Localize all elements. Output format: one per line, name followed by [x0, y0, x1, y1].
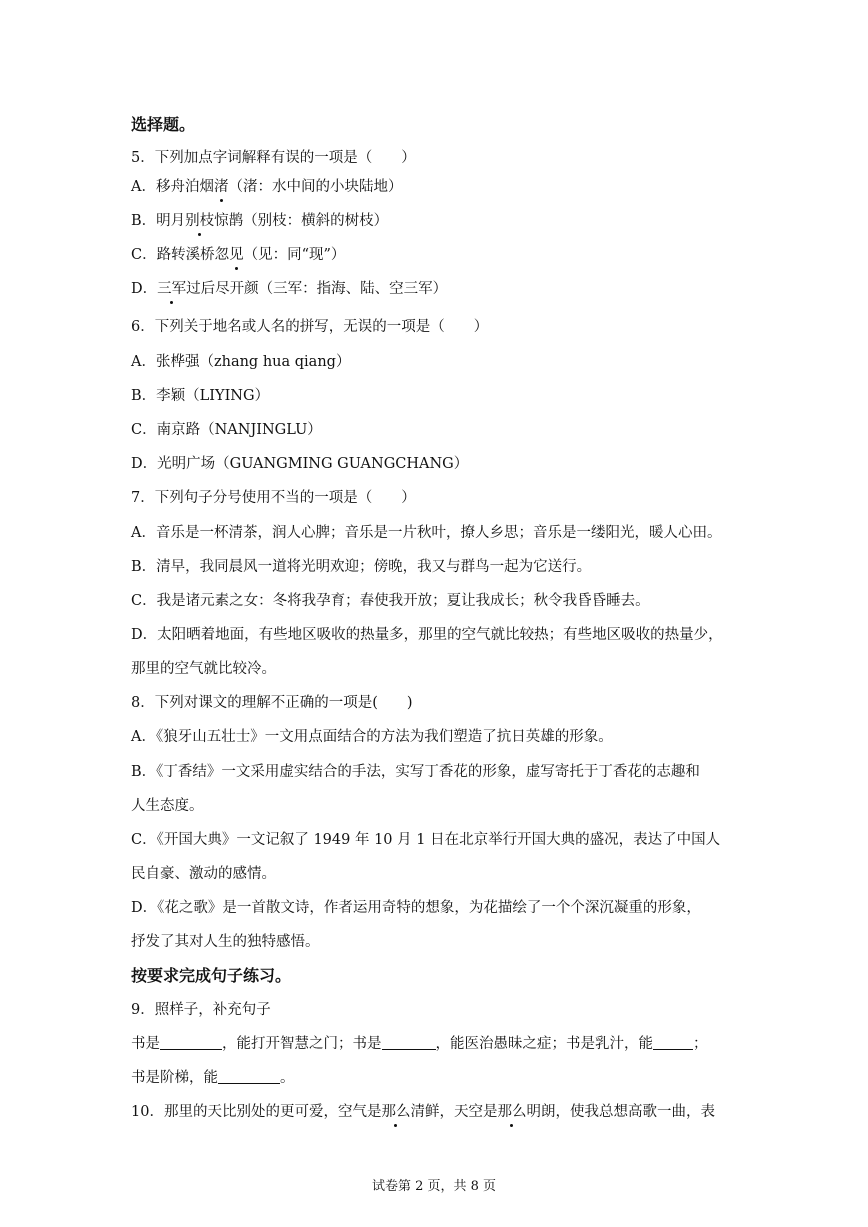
q10-text: 10．那里的天比别处的更可爱，空气是: [131, 1104, 382, 1120]
q5-d-explain: 过后尽开颜（三军：指海、陆、空三军）: [186, 281, 448, 297]
q5-a-text: A．移舟泊烟: [131, 179, 214, 195]
q9-text: 书是: [131, 1036, 160, 1052]
q9-line2: [131, 1068, 295, 1088]
q6-option-b: B．李颖（LIYING）: [131, 388, 270, 404]
q5-a-explain: （渚：水中间的小块陆地）: [228, 179, 403, 195]
q5-d-dotted-word: 三军: [157, 281, 187, 297]
q5-b-dotted-word: 别枝: [185, 213, 215, 229]
q10-dotted-word: 那么: [497, 1104, 527, 1120]
q9-text: 书是阶梯，能: [131, 1070, 218, 1086]
q7-option-a: A．音乐是一杯清茶，润人心脾；音乐是一片秋叶，撩人乡思；音乐是一缕阳光，暖人心田。: [131, 525, 722, 541]
q10-stem: [131, 1102, 715, 1122]
q9-line1: [131, 1034, 708, 1054]
q9-blank-3[interactable]: [653, 1035, 693, 1050]
q8-option-d-line1: D．《花之歌》是一首散文诗，作者运用奇特的想象，为花描绘了一个个深沉凝重的形象，: [131, 900, 701, 916]
q5-c-explain: （见：同“现”）: [243, 247, 346, 263]
q9-text: ；: [693, 1036, 708, 1052]
q8-option-a: A．《狼牙山五壮士》一文用点面结合的方法为我们塑造了抗日英雄的形象。: [131, 729, 613, 745]
q6-option-c: C．南京路（NANJINGLU）: [131, 422, 322, 438]
q8-option-c-line1: C．《开国大典》一文记叙了 1949 年 10 月 1 日在北京举行开国大典的盛况，表达了中国人: [131, 832, 721, 848]
q5-b-text: B．明月: [131, 213, 186, 229]
page-footer: 试卷第 2 页，共 8 页: [371, 1179, 497, 1194]
q9-blank-2[interactable]: [382, 1035, 436, 1050]
q9-text: ，能医治愚昧之症；书是乳汁，能: [435, 1036, 653, 1052]
q5-option-c: [131, 245, 345, 265]
q9-blank-1[interactable]: [160, 1035, 222, 1050]
q5-option-a: [131, 177, 402, 197]
q8-stem: 8．下列对课文的理解不正确的一项是( ): [131, 695, 413, 711]
q9-text: ，能打开智慧之门；书是: [222, 1036, 382, 1052]
q6-option-d: D．光明广场（GUANGMING GUANGCHANG）: [131, 456, 469, 472]
q5-option-d: [131, 279, 447, 299]
q5-c-text: C．路转溪桥忽: [131, 247, 230, 263]
q7-option-d-line1: D．太阳晒着地面，有些地区吸收的热量多，那里的空气就比较热；有些地区吸收的热量少，: [131, 627, 723, 643]
q5-b-explain: 惊鹊（别枝：横斜的树枝）: [214, 213, 389, 229]
q9-blank-4[interactable]: [218, 1069, 280, 1084]
q7-stem: 7．下列句子分号使用不当的一项是（ ）: [131, 490, 416, 506]
q10-dotted-word: 那么: [381, 1104, 411, 1120]
q9-text: 。: [280, 1070, 295, 1086]
q6-option-a: A．张桦强（zhang hua qiang）: [131, 354, 351, 370]
section-heading-sentence: 按要求完成句子练习。: [131, 966, 292, 985]
q8-option-d-line2: 抒发了其对人生的独特感悟。: [131, 934, 320, 950]
q10-text: 明朗，使我总想高歌一曲，表: [526, 1104, 715, 1120]
q8-option-b-line2: 人生态度。: [131, 798, 204, 814]
q5-stem: 5．下列加点字词解释有误的一项是（ ）: [131, 150, 416, 166]
q6-stem: 6．下列关于地名或人名的拼写，无误的一项是（ ）: [131, 319, 489, 335]
section-heading-choice: 选择题。: [131, 115, 196, 134]
q5-d-text: D．: [131, 281, 158, 297]
q8-option-c-line2: 民自豪、激动的感情。: [131, 866, 276, 882]
q5-option-b: [131, 211, 388, 231]
q7-option-b: B．清早，我同晨风一道将光明欢迎；傍晚，我又与群鸟一起为它送行。: [131, 559, 592, 575]
q10-text: 清鲜，天空是: [410, 1104, 498, 1120]
q5-c-dotted-word: 见: [229, 247, 244, 263]
q9-stem: 9．照样子，补充句子: [131, 1002, 271, 1018]
q5-a-dotted-word: 渚: [213, 179, 229, 195]
q7-option-c: C．我是诸元素之女：冬将我孕育；春使我开放；夏让我成长；秋令我昏昏睡去。: [131, 593, 650, 609]
q8-option-b-line1: B．《丁香结》一文采用虚实结合的手法，实写丁香花的形象，虚写寄托于丁香花的志趣和: [131, 764, 700, 780]
q7-option-d-line2: 那里的空气就比较冷。: [131, 661, 276, 677]
